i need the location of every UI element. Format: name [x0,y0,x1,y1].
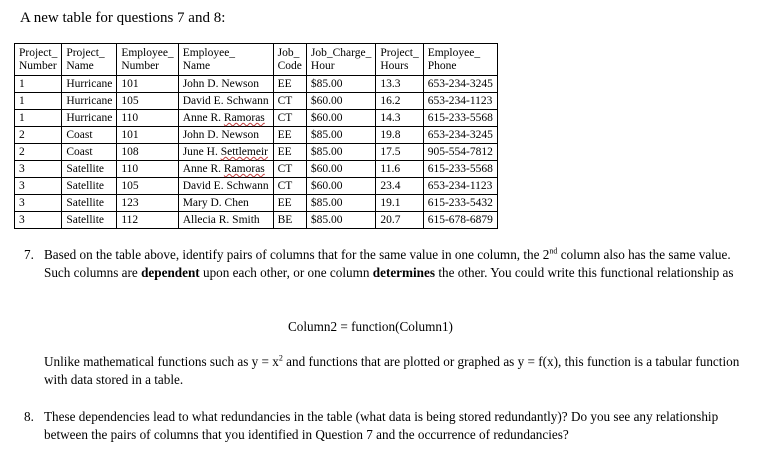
table-cell: 101 [117,127,178,144]
spellcheck-underline: Ramoras [223,112,265,124]
table-cell: 905-554-7812 [423,144,497,161]
table-cell: EE [273,76,306,93]
column-header-line: Number [19,60,57,72]
unlike-text-part1: Unlike mathematical functions such as y = x [44,354,279,369]
table-cell: 105 [117,178,178,195]
table-cell: 19.8 [376,127,423,144]
table-cell: $60.00 [306,161,375,178]
table-row [15,93,498,110]
column-header-line: Employee_ [182,47,236,59]
q7-bold-determines: determines [372,265,436,280]
question-8-number: 8. [24,409,34,424]
table-cell: 11.6 [376,161,423,178]
table-body [15,76,498,229]
table-cell: $85.00 [306,127,375,144]
table-cell: 16.2 [376,93,423,110]
table-cell: David E. Schwann [178,93,273,110]
question-8-text: These dependencies lead to what redundancies in the table (what data is being stored redundantly)? Do you see any relationship between the pairs of columns that you identified in Question 7 and the occurrence of redundancies? [44,409,719,442]
table-cell: 1 [15,76,62,93]
table-cell: 110 [117,110,178,127]
intro-heading: A new table for questions 7 and 8: [20,10,226,26]
table-cell: 615-233-5432 [423,195,497,212]
table-cell: $85.00 [306,195,375,212]
column-header-line: Hours [380,60,409,72]
data-table [14,43,498,229]
unlike-superscript: 2 [278,353,283,363]
table-cell: 13.3 [376,76,423,93]
table-cell: 108 [117,144,178,161]
column-header-line: Project_ [19,47,58,59]
table-cell: 20.7 [376,212,423,229]
table-cell: 3 [15,178,62,195]
table-cell: EE [273,127,306,144]
column-header-line: Job_Charge_ [310,47,372,59]
table-cell: Mary D. Chen [178,195,273,212]
table-cell: CT [273,161,306,178]
q7-text-part2: column also has the same value. Such columns are [44,247,731,280]
q7-bold-dependent: dependent [141,265,200,280]
column-header [376,44,423,76]
column-header-line: Project_ [380,47,419,59]
header-row [15,44,498,76]
column-header-line: Phone [427,60,457,72]
table-cell: Allecia R. Smith [178,212,273,229]
column-header-line: Name [66,60,94,72]
table-cell: $60.00 [306,178,375,195]
table-row [15,110,498,127]
table-cell: $85.00 [306,212,375,229]
column-header-line: Project_ [66,47,105,59]
table-cell: 653-234-3245 [423,127,497,144]
table-row [15,76,498,93]
table-cell: CT [273,110,306,127]
table-row [15,127,498,144]
table-cell: 105 [117,93,178,110]
table-cell: Hurricane [62,76,117,93]
table-cell: Satellite [62,195,117,212]
column-header-line: Employee_ [121,47,174,59]
table-cell: $85.00 [306,76,375,93]
question-8 [24,408,754,444]
q7-text-part1: Based on the table above, identify pairs of columns that for the same value in one column, the 2 [44,247,550,262]
table-cell: Satellite [62,212,117,229]
table-cell: 3 [15,212,62,229]
table-cell: $60.00 [306,110,375,127]
column-header-line: Number [121,60,159,72]
table-cell: Hurricane [62,93,117,110]
column-header [178,44,273,76]
column-header-line: Job_ [277,47,300,59]
table-cell: 123 [117,195,178,212]
table-cell: 23.4 [376,178,423,195]
column-header [273,44,306,76]
table-cell: 653-234-1123 [423,178,497,195]
table-cell: Anne R. Ramoras [178,110,273,127]
column-header [15,44,62,76]
table-cell: Satellite [62,161,117,178]
table-cell: 101 [117,76,178,93]
table-cell: EE [273,144,306,161]
table-cell: 653-234-1123 [423,93,497,110]
q7-text-part4: the other. You could write this functional relationship as [435,265,734,280]
table-cell: 615-678-6879 [423,212,497,229]
table-cell: 110 [117,161,178,178]
column-header-line: Hour [310,60,335,72]
table-cell: June H. Settlemeir [178,144,273,161]
table-cell: 19.1 [376,195,423,212]
table-cell: 2 [15,144,62,161]
column-header [306,44,375,76]
question-7-number: 7. [24,247,34,262]
column-header [117,44,178,76]
q7-text-part3: upon each other, or one column [199,265,373,280]
question-7 [24,246,754,282]
table-cell: CT [273,178,306,195]
table-cell: 14.3 [376,110,423,127]
table-cell: David E. Schwann [178,178,273,195]
table-cell: Satellite [62,178,117,195]
table-cell: Hurricane [62,110,117,127]
table-cell: 17.5 [376,144,423,161]
table-cell: 653-234-3245 [423,76,497,93]
table-cell: John D. Newson [178,127,273,144]
table-cell: Anne R. Ramoras [178,161,273,178]
table-cell: $60.00 [306,93,375,110]
unlike-text-part2: and functions that are plotted or graphed as y = f(x), this function is a tabular function with data stored in a table. [44,354,740,387]
table-cell: EE [273,195,306,212]
spellcheck-underline: Ramoras [223,163,265,175]
table-cell: 3 [15,161,62,178]
table-cell: 3 [15,195,62,212]
function-formula: Column2 = function(Column1) [288,319,453,334]
table-cell: Coast [62,127,117,144]
table-cell: 2 [15,127,62,144]
table-cell: $85.00 [306,144,375,161]
table-header [15,44,498,76]
table-cell: Coast [62,144,117,161]
table-row [15,212,498,229]
table-cell: BE [273,212,306,229]
column-header [423,44,497,76]
question-7-text [44,246,754,282]
table-cell: 112 [117,212,178,229]
table-cell: John D. Newson [178,76,273,93]
table-cell: 1 [15,110,62,127]
table-row [15,161,498,178]
table-cell: CT [273,93,306,110]
table-row [15,195,498,212]
column-header [62,44,117,76]
table-row [15,178,498,195]
table-cell: 1 [15,93,62,110]
column-header-line: Code [277,60,302,72]
spellcheck-underline: Settlemeir [220,146,268,158]
table-row [15,144,498,161]
table-cell: 615-233-5568 [423,110,497,127]
table-cell: 615-233-5568 [423,161,497,178]
q7-superscript: nd [549,246,558,256]
unlike-paragraph [44,353,744,389]
column-header-line: Name [182,60,211,72]
column-header-line: Employee_ [427,47,481,59]
